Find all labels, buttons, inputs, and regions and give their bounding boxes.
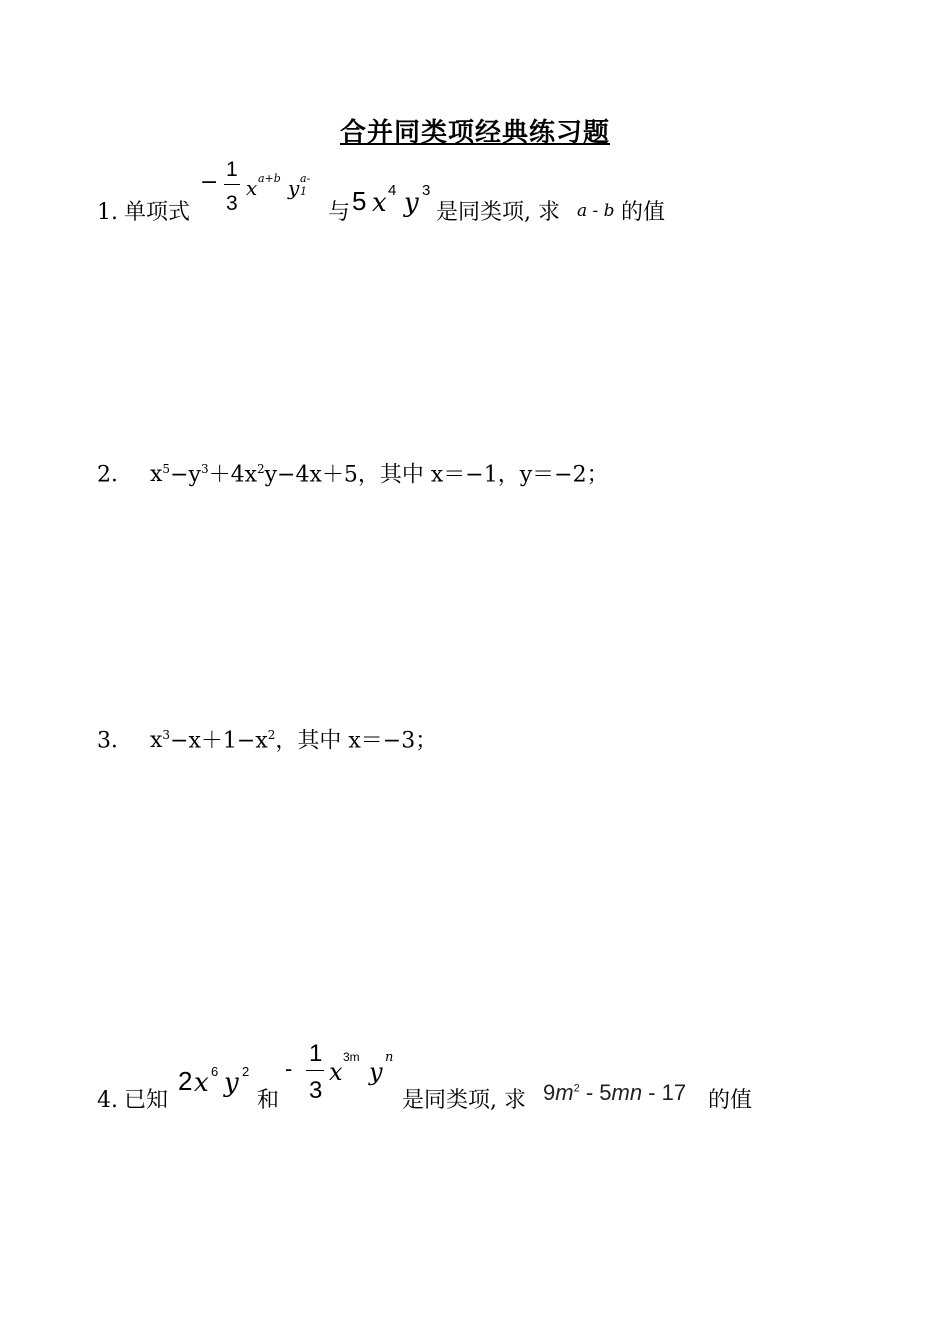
q4-frac-bar: [306, 1070, 324, 1071]
q1-term2-coef: 5: [352, 186, 367, 216]
q4-expr-part-1: 9: [543, 1080, 556, 1105]
q1-term2-exp-y: 3: [422, 182, 431, 199]
q1-frac-numerator: 1: [226, 158, 238, 181]
q3-part-1: −x＋1−x: [170, 728, 268, 754]
q4-expr-part-2: - 5: [579, 1080, 612, 1105]
q4-term2-var-y: y: [369, 1058, 383, 1086]
q4-expr-exp: 2: [573, 1082, 580, 1095]
q3-part-2: ，其中 x＝−3；: [275, 728, 438, 754]
q1-term1-sign: −: [200, 170, 219, 195]
question-2-number: 2．: [97, 462, 133, 488]
q2-x: x: [150, 462, 163, 488]
question-4-number: 4.: [97, 1088, 118, 1113]
q4-term2-exp-y: n: [385, 1050, 394, 1065]
q4-frac-numerator: 1: [309, 1040, 323, 1067]
q1-term1-var-x: x: [246, 176, 258, 200]
q2-exp-2: 3: [200, 462, 209, 476]
q1-term1-var-y: y: [288, 176, 300, 200]
q1-term2-exp-x: 4: [388, 182, 397, 199]
q4-term1-exp-y: 2: [242, 1064, 250, 1079]
q4-suffix: 是同类项, 求: [402, 1088, 526, 1113]
q1-tail: 的值: [621, 200, 666, 225]
question-3: [97, 729, 437, 752]
q1-term1-exp-x: a+b: [258, 172, 281, 185]
q1-connector: 与: [328, 200, 351, 225]
q1-term2-var-y: y: [404, 188, 419, 218]
q4-expr-var-mn: mn: [611, 1080, 643, 1105]
q2-part-1: −y: [170, 462, 201, 488]
q1-term1-exp-y: a-1: [300, 172, 311, 198]
q4-expr-part-3: - 17: [642, 1080, 687, 1105]
q3-x: x: [150, 728, 163, 754]
q1-frac-denominator: 3: [226, 192, 238, 215]
question-2: [97, 463, 609, 486]
q4-term1-var-x: x: [194, 1068, 209, 1098]
q4-expr-var-m: m: [555, 1080, 574, 1105]
q4-term1-coef: 2: [178, 1066, 193, 1096]
q2-part-2: ＋4x: [208, 462, 257, 488]
q1-term2-var-x: x: [372, 188, 387, 218]
q1-frac-bar: [224, 184, 240, 185]
q4-term1-var-y: y: [224, 1068, 239, 1098]
q4-expression: [543, 1080, 686, 1106]
page-title: 合并同类项经典练习题: [339, 118, 610, 148]
q2-exp-3: 2: [256, 462, 265, 476]
question-1-prefix: 单项式: [124, 200, 191, 225]
question-3-number: 3．: [97, 728, 133, 754]
q2-part-3: y−4x＋5，其中 x＝−1，y＝−2；: [264, 462, 609, 488]
q4-term2-sign: -: [285, 1056, 293, 1081]
question-4-prefix: 已知: [124, 1088, 169, 1113]
q2-exp-1: 5: [162, 462, 171, 476]
q4-term2-exp-x: 3m: [343, 1050, 360, 1064]
q4-term1-exp-x: 6: [211, 1064, 219, 1079]
q4-tail: 的值: [708, 1088, 753, 1113]
q4-connector: 和: [257, 1088, 280, 1113]
question-1-number: 1.: [97, 200, 118, 225]
q3-exp-1: 3: [162, 728, 171, 742]
q3-exp-2: 2: [267, 728, 276, 742]
q1-suffix: 是同类项, 求: [436, 200, 560, 225]
q1-expression: a - b: [577, 201, 615, 221]
q4-term2-var-x: x: [329, 1058, 343, 1086]
q4-frac-denominator: 3: [309, 1077, 323, 1104]
